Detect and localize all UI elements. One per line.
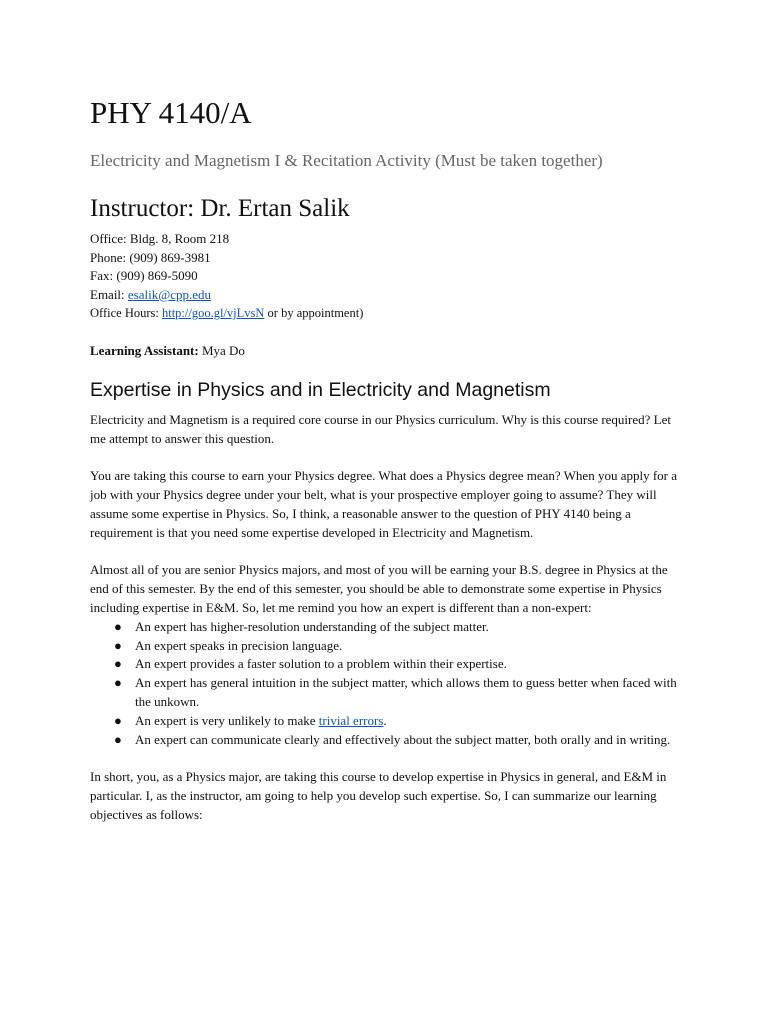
learning-assistant-label: Learning Assistant: <box>90 343 199 358</box>
email-link[interactable]: esalik@cpp.edu <box>127 286 212 302</box>
bullet-icon: ● <box>114 731 122 747</box>
list-item <box>90 731 680 750</box>
bullet-icon: ● <box>114 637 122 653</box>
office-line: Office: Bldg. 8, Room 218 <box>90 231 230 246</box>
fax-line: Fax: (909) 869-5090 <box>90 268 198 284</box>
list-item-text: An expert has higher-resolution understanding of the subject matter. <box>135 618 489 634</box>
office-hours-suffix: or by appointment) <box>264 306 364 321</box>
list-item-text: An expert can communicate clearly and effectively about the subject matter, both orally and in writing. <box>135 731 671 747</box>
section-heading: Expertise in Physics and in Electricity and Magnetism <box>90 379 551 401</box>
office-hours-label: Office Hours: <box>90 306 162 321</box>
contact-info <box>90 230 363 323</box>
list-item-text-prefix: An expert is very unlikely to make <box>135 712 319 728</box>
trivial-errors-link[interactable]: trivial errors <box>318 712 384 728</box>
paragraph: You are taking this course to earn your Physics degree. What does a Physics degree mean? When you apply for a job with your Physics degree under your belt, what is your prospective employer going to assume? They will assume some expertise in Physics. So, I think, a reasonable answer to the question of PHY 4140 being a requirement is that you need some expertise developed in Electricity and Magnetism. <box>90 468 678 540</box>
bullet-icon: ● <box>114 675 122 691</box>
course-code: PHY 4140/A <box>90 95 252 130</box>
office-hours-line <box>90 304 363 323</box>
paragraph: Electricity and Magnetism is a required core course in our Physics curriculum. Why is this course required? Let me attempt to answer this question. <box>90 412 671 446</box>
closing-paragraph: In short, you, as a Physics major, are taking this course to develop expertise in Physics in general, and E&M in particular. I, as the instructor, am going to help you develop such expertise. So, I can summarize our learning objectives as follows: <box>90 769 667 822</box>
phone-line: Phone: (909) 869-3981 <box>90 249 211 265</box>
email-line <box>90 286 363 305</box>
office-hours-link[interactable]: http://goo.gl/vjLvsN <box>161 306 265 321</box>
paragraph: Almost all of you are senior Physics majors, and most of you will be earning your B.S. degree in Physics at the end of this semester. By the end of this semester, you should be able to demonstrate some expertise in Physics including expertise in E&M. So, let me remind you how an expert is different than a non-expert: <box>90 562 668 615</box>
course-title: Electricity and Magnetism I & Recitation Activity (Must be taken together) <box>90 151 603 170</box>
bullet-icon: ● <box>114 712 122 728</box>
learning-assistant-line <box>90 342 245 360</box>
list-item <box>90 712 680 731</box>
bullet-icon: ● <box>114 618 122 634</box>
instructor-heading: Instructor: Dr. Ertan Salik <box>90 195 350 222</box>
list-item-text: An expert speaks in precision language. <box>135 637 343 653</box>
list-item <box>90 637 680 656</box>
bullet-icon: ● <box>114 656 122 672</box>
list-item-text-suffix: . <box>383 712 387 728</box>
list-item <box>90 618 680 637</box>
list-item-text: An expert has general intuition in the subject matter, which allows them to guess better when faced with the unkown. <box>135 675 677 709</box>
learning-assistant-name: Mya Do <box>198 343 245 358</box>
email-label: Email: <box>90 286 128 302</box>
expert-list <box>90 618 680 750</box>
list-item <box>90 655 680 674</box>
section-body <box>90 411 680 843</box>
list-item <box>90 674 680 712</box>
list-item-text: An expert provides a faster solution to a problem within their expertise. <box>135 656 507 672</box>
